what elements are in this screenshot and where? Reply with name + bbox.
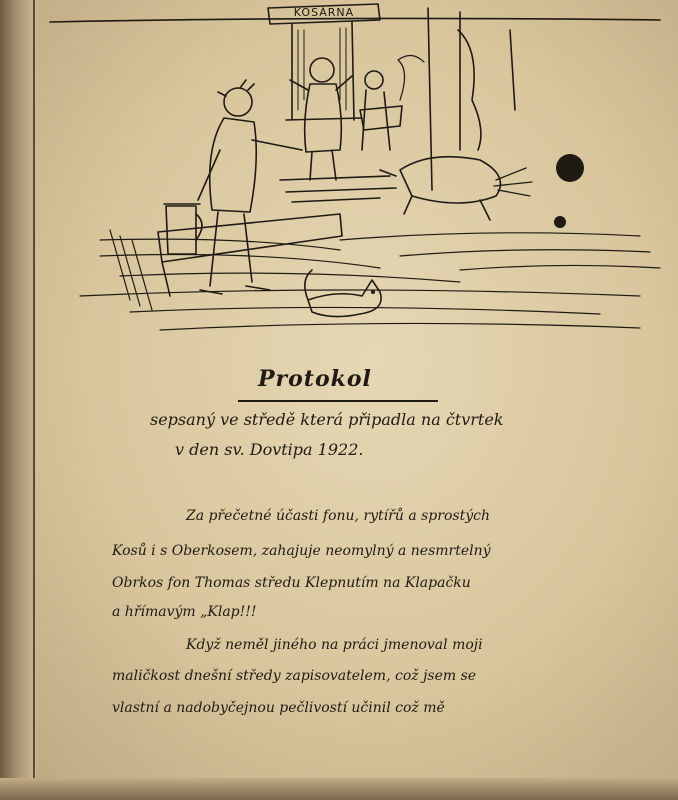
child-with-tub — [360, 55, 424, 150]
cat-figure — [305, 270, 381, 317]
body-line: Obrkos fon Thomas středu Klepnutím na Klapačku — [112, 575, 471, 591]
body-line: Když neměl jiného na práci jmenoval moji — [186, 637, 483, 653]
doorway — [286, 22, 362, 120]
body-line: vlastní a nadobyčejnou pečlivostí učinil což mě — [112, 700, 445, 716]
binding-edge — [33, 0, 35, 800]
pig-figure — [380, 157, 532, 220]
body-line: a hřímavým „Klap!!! — [112, 604, 257, 620]
pen-sketch-illustration — [40, 0, 670, 360]
body-line: Za přečetné účasti fonu, rytířů a sprostých — [186, 508, 490, 524]
body-line: Kosů i s Oberkosem, zahajuje neomylný a nesmrtelný — [112, 543, 491, 559]
subtitle-line-1: sepsaný ve středě která připadla na čtvrtek — [150, 410, 504, 429]
body-line: maličkost dnešní středy zapisovatelem, což jsem se — [112, 668, 477, 684]
subtitle-line-2: v den sv. Dovtipa 1922. — [175, 440, 364, 459]
document-title: Protokol — [258, 366, 372, 392]
ink-blot — [556, 154, 584, 182]
page-bottom-edge — [0, 778, 678, 800]
man-figure — [198, 80, 302, 294]
hanging-cloth — [458, 30, 481, 150]
title-underline — [238, 400, 438, 402]
steps — [280, 176, 396, 202]
kosarna-sign-label: KOSÁRNA — [293, 6, 355, 19]
binding-gutter — [0, 0, 36, 800]
